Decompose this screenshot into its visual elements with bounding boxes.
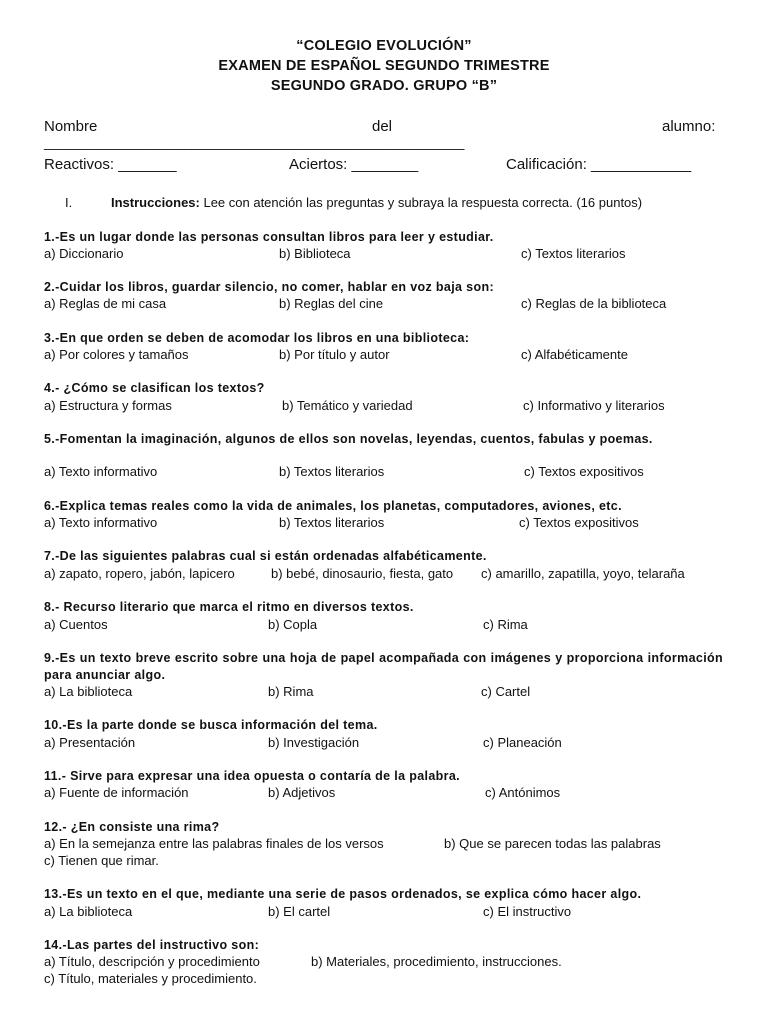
q7-option-c[interactable]: c) amarillo, zapatilla, yoyo, telaraña [481, 566, 685, 581]
question-4: 4.- ¿Cómo se clasifican los textos? [44, 381, 265, 395]
q2-option-c[interactable]: c) Reglas de la biblioteca [521, 296, 667, 311]
question-5: 5.-Fomentan la imaginación, algunos de ellos son novelas, leyendas, cuentos, fabulas y poemas. [44, 432, 653, 446]
q12-option-b[interactable]: b) Que se parecen todas las palabras [444, 836, 661, 851]
reactivos-field[interactable]: Reactivos: _______ [44, 156, 177, 173]
question-8: 8.- Recurso literario que marca el ritmo en diversos textos. [44, 600, 414, 614]
instructions-numeral: I. [65, 195, 73, 210]
question-14: 14.-Las partes del instructivo son: [44, 938, 260, 952]
school-name: “COLEGIO EVOLUCIÓN” [296, 38, 472, 54]
q8-option-a[interactable]: a) Cuentos [44, 617, 108, 632]
q11-option-b[interactable]: b) Adjetivos [268, 785, 336, 800]
question-13: 13.-Es un texto en el que, mediante una serie de pasos ordenados, se explica cómo hacer algo. [44, 887, 642, 901]
q8-option-b[interactable]: b) Copla [268, 617, 318, 632]
q1-option-b[interactable]: b) Biblioteca [279, 246, 351, 261]
instructions-label: Instrucciones: [111, 195, 200, 210]
q4-option-b[interactable]: b) Temático y variedad [282, 398, 413, 413]
q6-option-a[interactable]: a) Texto informativo [44, 515, 158, 530]
question-3: 3.-En que orden se deben de acomodar los libros en una biblioteca: [44, 331, 470, 345]
calificacion-field[interactable]: Calificación: ____________ [506, 156, 692, 173]
del-label: del [372, 118, 393, 135]
q2-option-b[interactable]: b) Reglas del cine [279, 296, 384, 311]
question-7: 7.-De las siguientes palabras cual si están ordenadas alfabéticamente. [44, 549, 487, 563]
q10-option-b[interactable]: b) Investigación [268, 735, 360, 750]
q4-option-a[interactable]: a) Estructura y formas [44, 398, 172, 413]
q9-option-b[interactable]: b) Rima [268, 684, 314, 699]
q3-option-c[interactable]: c) Alfabéticamente [521, 347, 628, 362]
q1-option-a[interactable]: a) Diccionario [44, 246, 124, 261]
q12-option-a[interactable]: a) En la semejanza entre las palabras finales de los versos [44, 836, 384, 851]
q6-option-b[interactable]: b) Textos literarios [279, 515, 385, 530]
q6-option-c[interactable]: c) Textos expositivos [519, 515, 639, 530]
q5-option-a[interactable]: a) Texto informativo [44, 464, 158, 479]
alumno-label: alumno: [662, 118, 716, 135]
q13-option-b[interactable]: b) El cartel [268, 904, 331, 919]
q13-option-a[interactable]: a) La biblioteca [44, 904, 133, 919]
question-2: 2.-Cuidar los libros, guardar silencio, no comer, hablar en voz baja son: [44, 280, 494, 294]
q14-option-c[interactable]: c) Título, materiales y procedimiento. [44, 971, 257, 986]
student-name-blank[interactable]: ______________________________________________________ [44, 134, 465, 150]
q9-option-a[interactable]: a) La biblioteca [44, 684, 133, 699]
q11-option-c[interactable]: c) Antónimos [485, 785, 561, 800]
exam-title: EXAMEN DE ESPAÑOL SEGUNDO TRIMESTRE [218, 58, 550, 74]
instructions-text: Lee con atención las preguntas y subraya la respuesta correcta. (16 puntos) [199, 195, 643, 210]
question-11: 11.- Sirve para expresar una idea opuesta o contaría de la palabra. [44, 769, 460, 783]
q8-option-c[interactable]: c) Rima [483, 617, 528, 632]
question-10: 10.-Es la parte donde se busca información del tema. [44, 718, 378, 732]
q2-option-a[interactable]: a) Reglas de mi casa [44, 296, 167, 311]
q3-option-a[interactable]: a) Por colores y tamaños [44, 347, 189, 362]
question-6: 6.-Explica temas reales como la vida de animales, los planetas, computadores, aviones, etc. [44, 499, 622, 513]
q14-option-a[interactable]: a) Título, descripción y procedimiento [44, 954, 260, 969]
q5-option-c[interactable]: c) Textos expositivos [524, 464, 644, 479]
q7-option-a[interactable]: a) zapato, ropero, jabón, lapicero [44, 566, 235, 581]
q4-option-c[interactable]: c) Informativo y literarios [523, 398, 665, 413]
q7-option-b[interactable]: b) bebé, dinosaurio, fiesta, gato [271, 566, 454, 581]
grade-group: SEGUNDO GRADO. GRUPO “B” [270, 78, 498, 94]
q13-option-c[interactable]: c) El instructivo [483, 904, 572, 919]
q10-option-c[interactable]: c) Planeación [483, 735, 562, 750]
aciertos-field[interactable]: Aciertos: ________ [289, 156, 419, 173]
instructions [111, 195, 642, 210]
q10-option-a[interactable]: a) Presentación [44, 735, 136, 750]
q14-option-b[interactable]: b) Materiales, procedimiento, instrucciones. [311, 954, 562, 969]
question-9: 9.-Es un texto breve escrito sobre una hoja de papel acompañada con imágenes y proporciona información para anunciar algo. [44, 651, 723, 682]
q1-option-c[interactable]: c) Textos literarios [521, 246, 626, 261]
nombre-label: Nombre [44, 118, 98, 135]
q9-option-c[interactable]: c) Cartel [481, 684, 531, 699]
q11-option-a[interactable]: a) Fuente de información [44, 785, 189, 800]
q3-option-b[interactable]: b) Por título y autor [279, 347, 390, 362]
q12-option-c[interactable]: c) Tienen que rimar. [44, 853, 159, 868]
q5-option-b[interactable]: b) Textos literarios [279, 464, 385, 479]
question-12: 12.- ¿En consiste una rima? [44, 820, 220, 834]
question-1: 1.-Es un lugar donde las personas consultan libros para leer y estudiar. [44, 230, 494, 244]
